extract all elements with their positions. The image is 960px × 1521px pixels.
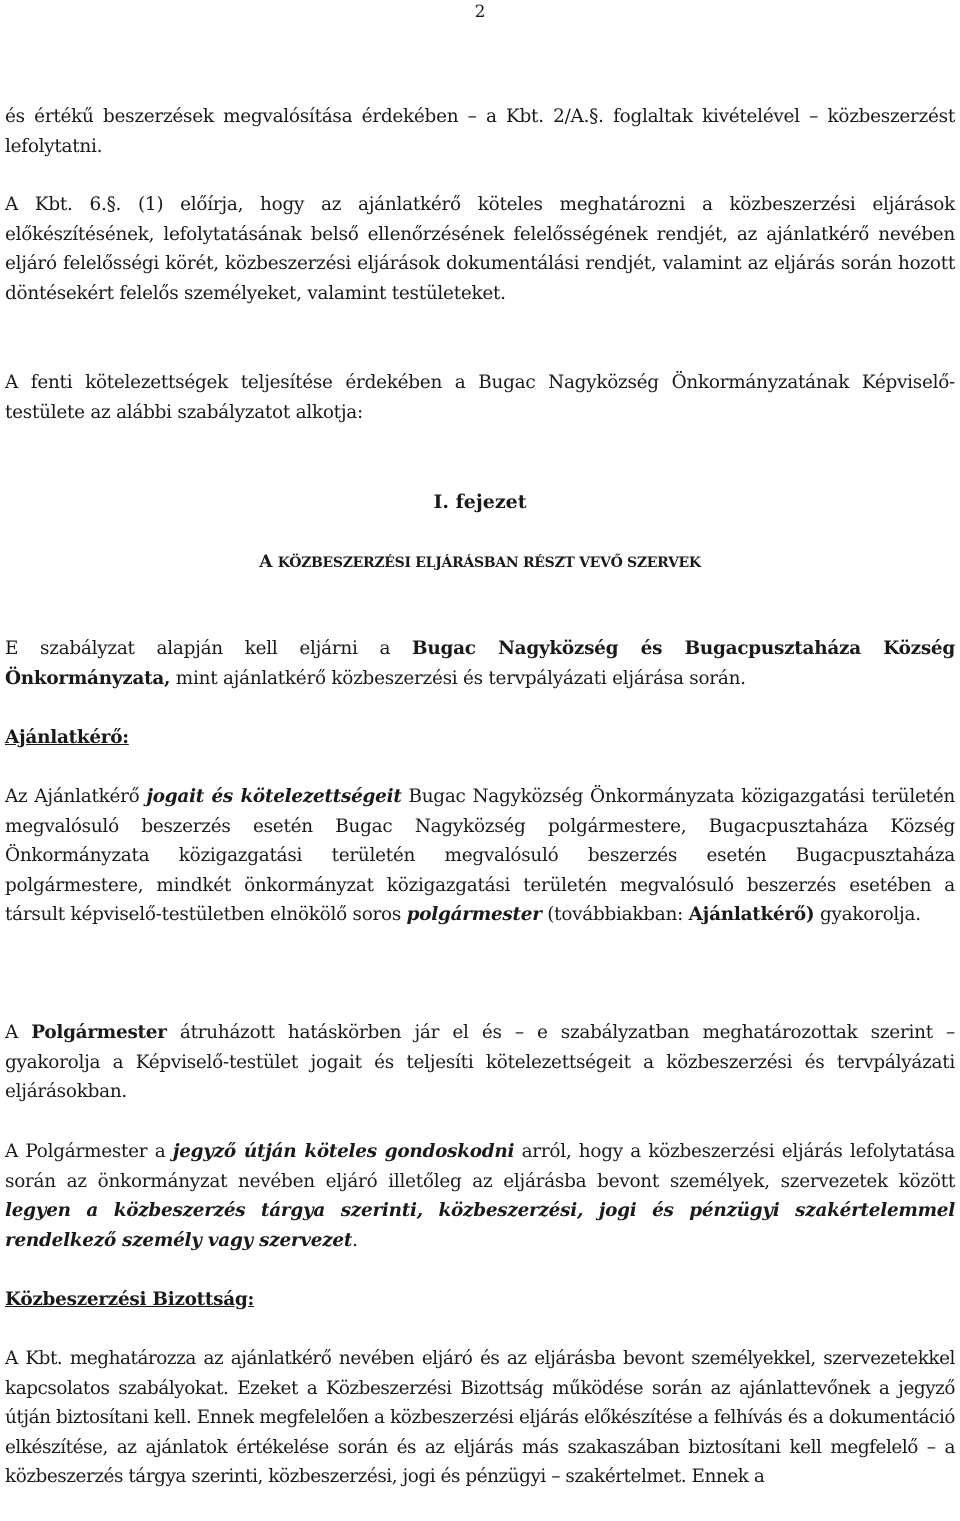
paragraph-scope: [5, 634, 955, 693]
text-run: (továbbiakban:: [541, 904, 689, 926]
bold-italic-run: polgármester: [406, 904, 542, 926]
label-bizottsag: [5, 1285, 955, 1315]
bold-italic-run: jegyző útján köteles gondoskodni: [172, 1141, 515, 1162]
label-ajanlatkero: [5, 723, 955, 753]
section-title-initial: A: [259, 552, 273, 572]
text-run: arról, hogy a közbeszerzési eljárás lefolytatása során az önkormányzat nevében eljáró illetőleg az eljárásba bevont személyek, szervezetek között: [5, 1141, 956, 1192]
text-run: átruházott hatáskörben jár el és – e szabályzatban meghatározottak szerint – gyakorolja a Képviselő-testület jogait és teljesíti kötelezettségeit a közbeszerzési és tervpályázati eljárásokban.: [5, 1022, 955, 1103]
bold-run: Polgármester: [31, 1022, 167, 1043]
paragraph-intro-continuation: és értékű beszerzések megvalósítása érdekében – a Kbt. 2/A.§. foglaltak kivételével – közbeszerzést lefolytatni.: [5, 106, 955, 157]
underlined-label: Közbeszerzési Bizottság:: [5, 1289, 255, 1310]
bold-italic-run: legyen a közbeszerzés tárgya szerinti, közbeszerzési, jogi és pénzügyi szakértelemmel rendelkező személy vagy szervezet: [5, 1200, 955, 1251]
underlined-label: Ajánlatkérő:: [5, 727, 129, 748]
bold-italic-run: jogait és kötelezettségeit: [146, 786, 402, 807]
chapter-heading: I. fejezet: [433, 491, 527, 513]
section-title-rest: KÖZBESZERZÉSI ELJÁRÁSBAN RÉSZT VEVŐ SZERVEK: [277, 555, 701, 571]
paragraph-jegyzo: [5, 1137, 955, 1255]
text-run: A Polgármester a: [5, 1141, 173, 1162]
bold-run: Ajánlatkérő): [688, 904, 815, 926]
text-run: gyakorolja.: [814, 904, 921, 926]
paragraph-ajanlatkero: [5, 782, 955, 930]
section-title: [0, 548, 960, 577]
text-run: Bugac Nagyközség Önkormányzata közigazgatási területén megvalósuló beszerzés esetén Bugac Nagyközség polgármestere, Bugacpusztaháza Község Önkormányzata közigazgatási területén megvalósuló beszerzés esetén Bugacpusztaháza polgármestere, mindkét önkormányzat közigazgatási területén megvalósuló beszerzés esetében a társult képviselő-testületben elnökölő soros: [5, 786, 955, 926]
bold-run: Bugac Nagyközség és Bugacpusztaháza Község Önkormányzata,: [5, 638, 955, 689]
text-run: E szabályzat alapján kell eljárni a: [5, 638, 413, 659]
paragraph-polgarmester: [5, 1018, 955, 1107]
page-number: 2: [474, 2, 486, 22]
text-run: .: [352, 1229, 358, 1251]
text-run: mint ajánlatkérő közbeszerzési és tervpályázati eljárása során.: [170, 667, 746, 689]
paragraph-bizottsag: A Kbt. meghatározza az ajánlatkérő nevében eljáró és az eljárásba bevont személyekkel, szervezetekkel kapcsolatos szabályokat. Ezeket a Közbeszerzési Bizottság működése során az ajánlattevőnek a jegyző útján biztosítani kell. Ennek megfelelően a közbeszerzési eljárás előkészítése a felhívás és a dokumentáció elkészítése, az ajánlatok értékelése során és az eljárás más szakaszában biztosítani kell megfelelő – a közbeszerzés tárgya szerinti, közbeszerzési, jogi és pénzügyi – szakértelmet. Ennek a: [5, 1348, 955, 1488]
text-run: Az Ajánlatkérő: [5, 786, 147, 807]
paragraph-kbt-6: A Kbt. 6.§. (1) előírja, hogy az ajánlatkérő köteles meghatározni a közbeszerzési eljárások előkészítésének, lefolytatásának belső ellenőrzésének felelősségének rendjét, az ajánlatkérő nevében eljáró felelősségi körét, közbeszerzési eljárások dokumentálási rendjét, valamint az eljárás során hozott döntésekért felelős személyeket, valamint testületeket.: [5, 194, 955, 304]
text-run: A: [5, 1022, 32, 1043]
paragraph-obligations: A fenti kötelezettségek teljesítése érdekében a Bugac Nagyközség Önkormányzatának Képviselő-testülete az alábbi szabályzatot alkotja:: [5, 372, 955, 423]
